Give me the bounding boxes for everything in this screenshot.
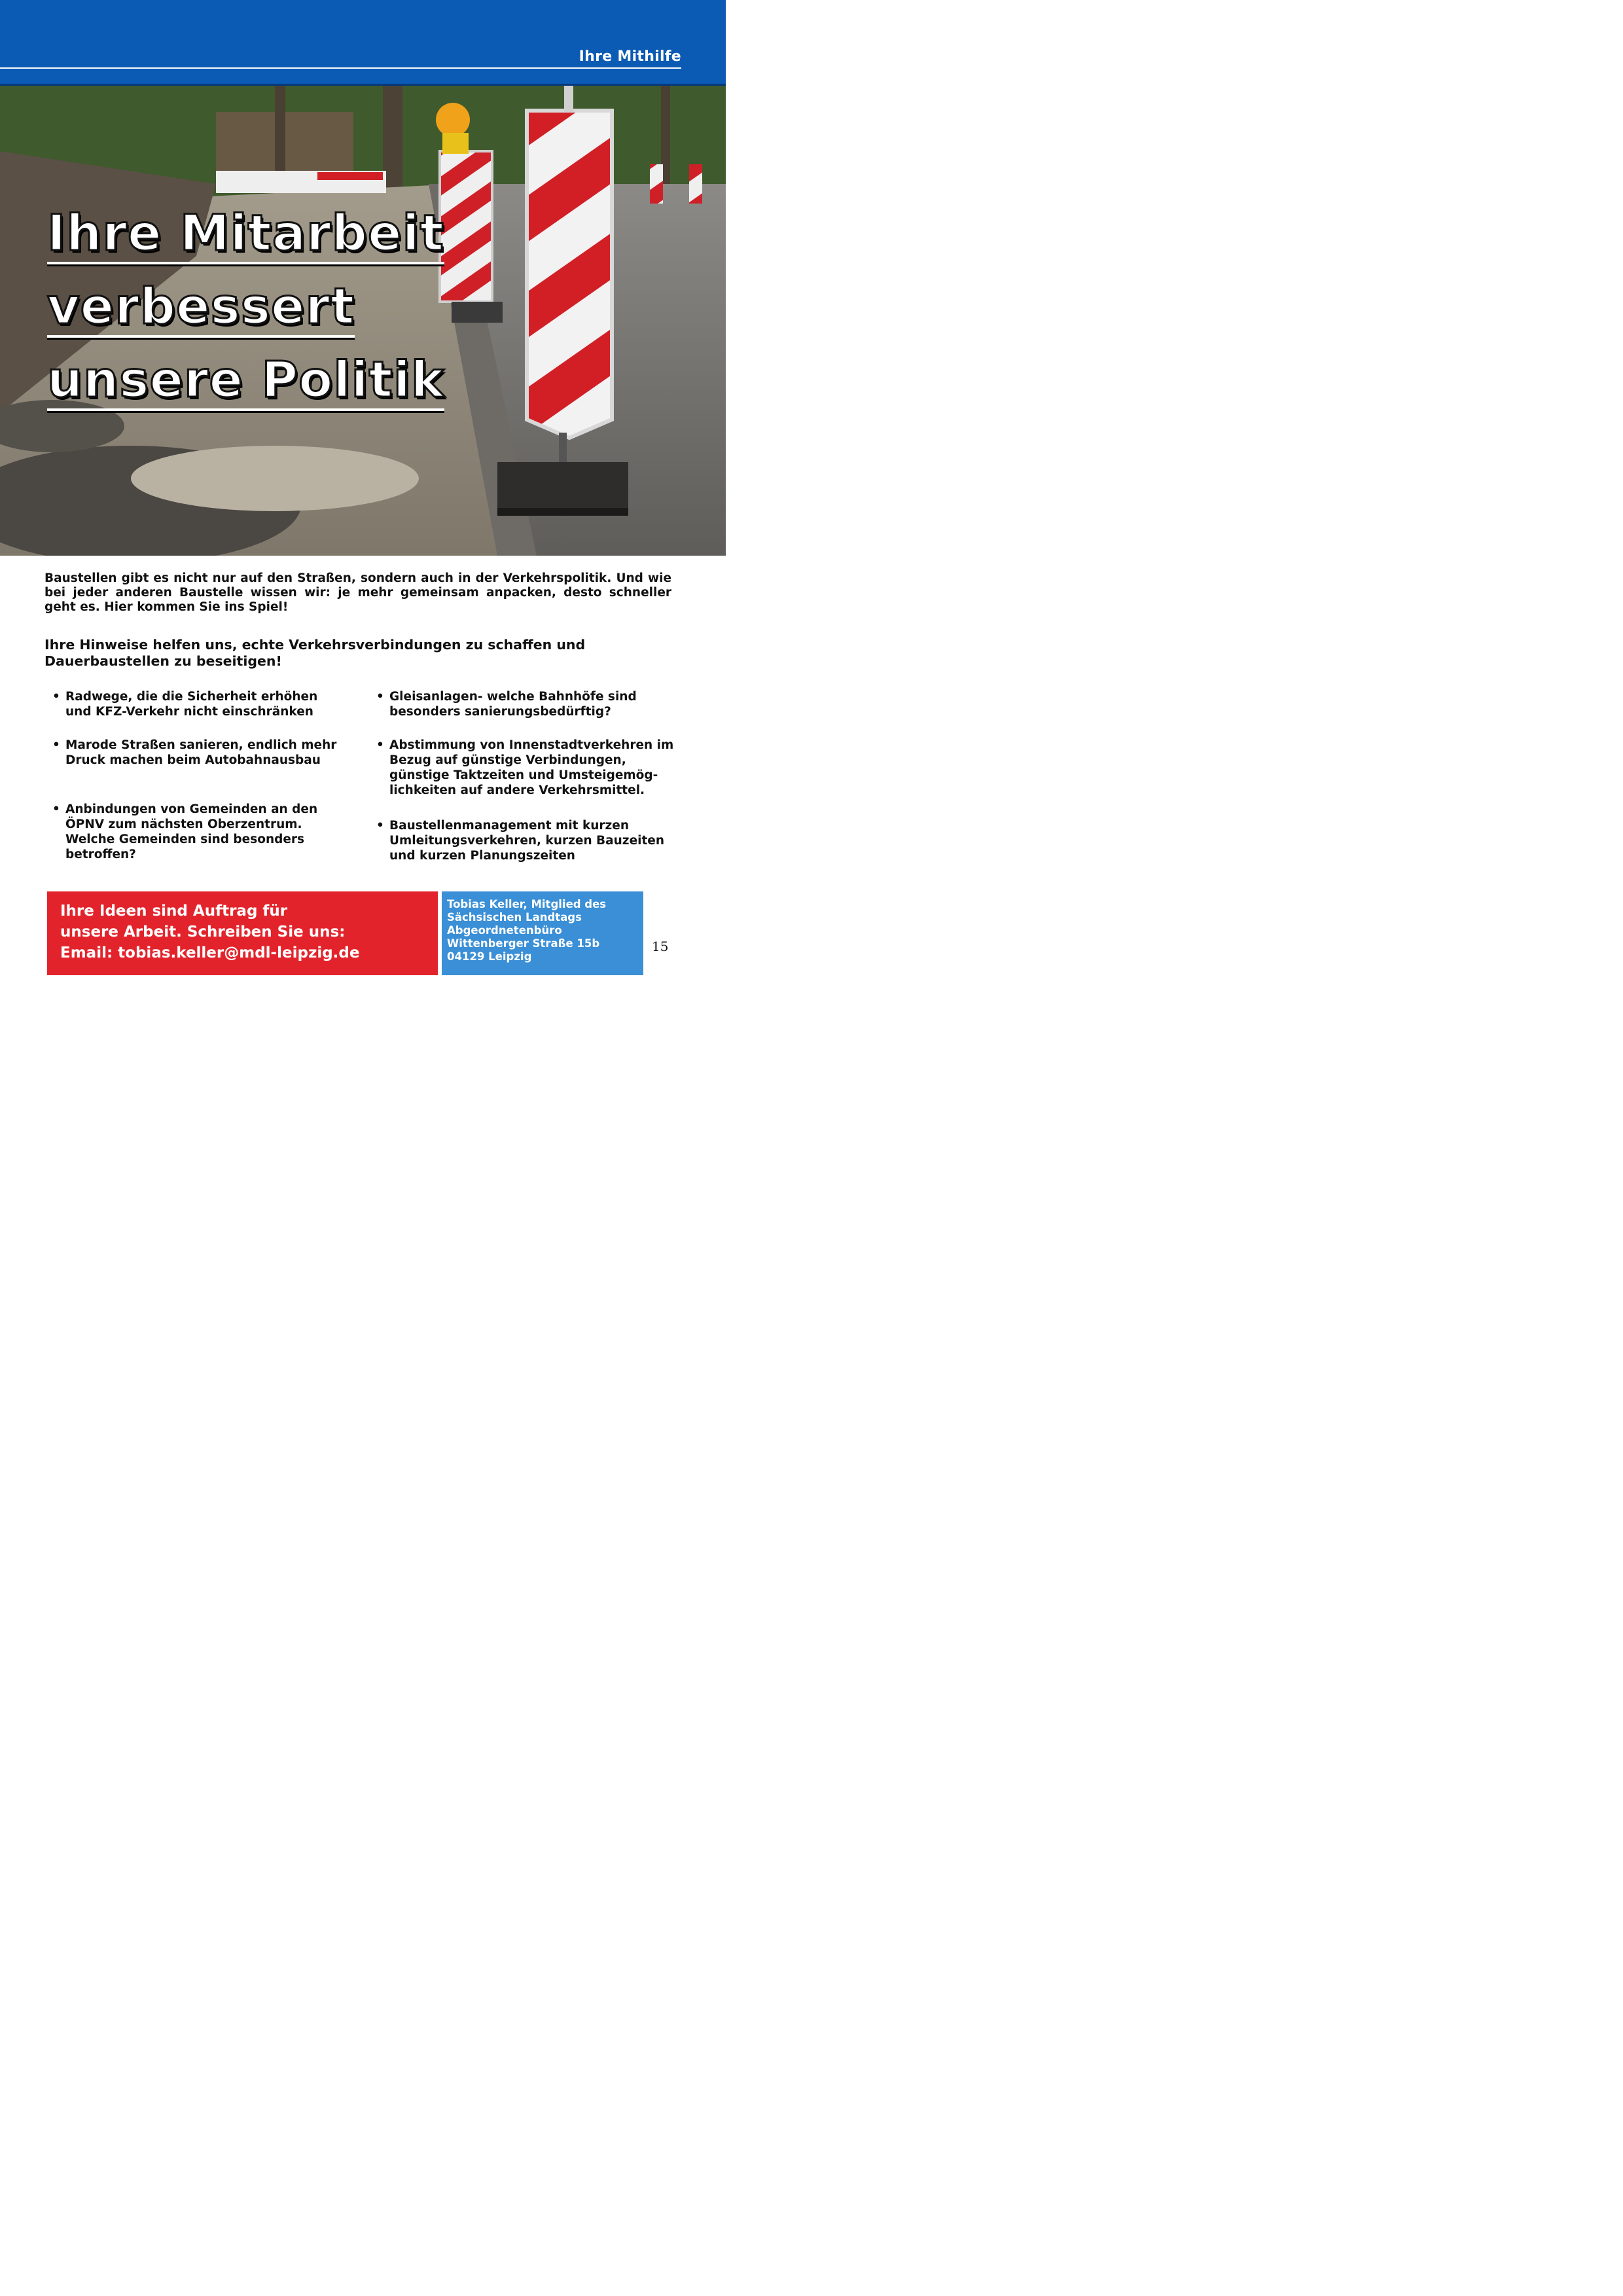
cta-email[interactable]: Email: tobias.keller@mdl-leipzig.de	[60, 944, 360, 961]
call-to-action-box	[47, 891, 438, 975]
bullet-right-3: • Baustellenmanagement mit kurzen Umleitungsverkehren, kurzen Bauzeiten und kurzen Planungszeiten	[376, 818, 690, 863]
cta-line-2: unsere Arbeit. Schreiben Sie uns:	[60, 924, 346, 941]
contact-line-3: Abgeordnetenbüro	[447, 924, 562, 937]
headline-line-2: verbessert	[47, 277, 355, 338]
contact-line-5: 04129 Leipzig	[447, 950, 532, 963]
header-bar	[0, 0, 726, 86]
section-label: Ihre Mithilfe	[579, 48, 681, 65]
bullet-left-2: • Marode Straßen sanieren, endlich mehr Druck machen beim Autobahnausbau	[52, 738, 366, 768]
bullet-right-2: • Abstimmung von Innenstadtverkehren im Bezug auf günstige Verbindungen, günstige Taktzeiten und Umsteigemög-lichkeiten auf andere Verkehrsmittel.	[376, 738, 677, 798]
subheading: Ihre Hinweise helfen uns, echte Verkehrsverbindungen zu schaffen und Dauerbaustellen zu beseitigen!	[45, 637, 586, 669]
cta-line-1: Ihre Ideen sind Auftrag für	[60, 903, 288, 920]
header-rule	[0, 67, 681, 69]
contact-line-4: Wittenberger Straße 15b	[447, 937, 600, 950]
headline-line-1: Ihre Mitarbeit	[47, 204, 444, 264]
headline-line-3: unsere Politik	[47, 350, 444, 411]
headline	[47, 196, 444, 416]
contact-line-2: Sächsischen Landtags	[447, 911, 582, 924]
contact-line-1: Tobias Keller, Mitglied des	[447, 898, 607, 910]
bullet-left-3: • Anbindungen von Gemeinden an den ÖPNV zum nächsten Oberzentrum. Welche Gemeinden sind besonders betroffen?	[52, 802, 347, 862]
contact-box	[442, 891, 643, 975]
intro-paragraph: Baustellen gibt es nicht nur auf den Straßen, sondern auch in der Verkehrspolitik. Und wie bei jeder anderen Baustelle wissen wir: je mehr gemeinsam anpacken, desto schneller geht es. Hier kommen Sie ins Spiel!	[45, 571, 671, 614]
bullet-right-1: • Gleisanlagen- welche Bahnhöfe sind besonders sanierungsbedürftig?	[376, 689, 671, 719]
bullet-left-1: • Radwege, die die Sicherheit erhöhen und KFZ-Verkehr nicht einschränken	[52, 689, 347, 719]
page-number: 15	[652, 939, 669, 954]
